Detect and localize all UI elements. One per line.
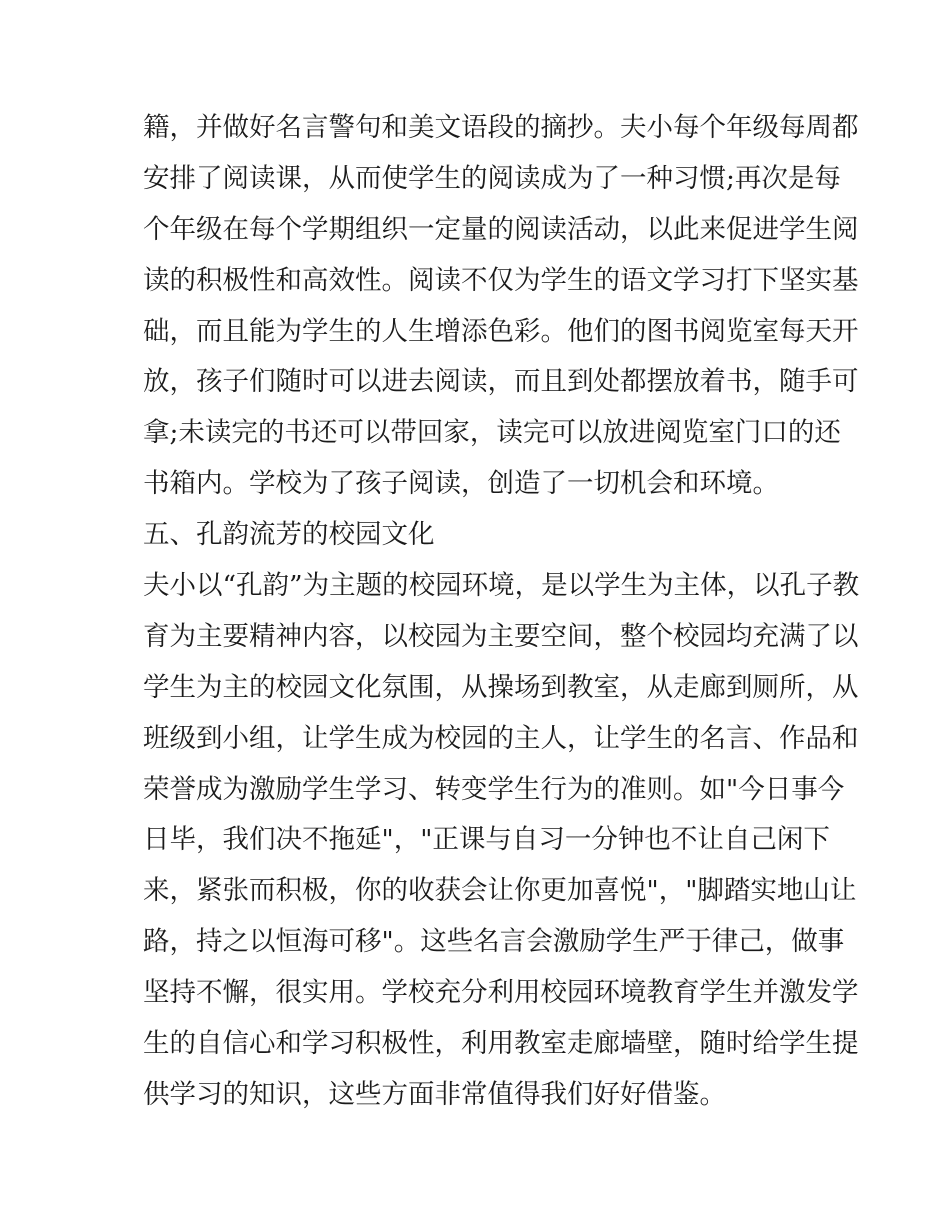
text-line: 放，孩子们随时可以进去阅读，而且到处都摆放着书，随手可 <box>143 366 859 398</box>
text-line: 读的积极性和高效性。阅读不仅为学生的语文学习打下坚实基 <box>143 264 859 296</box>
text-line: 书箱内。学校为了孩子阅读，创造了一切机会和环境。 <box>143 468 779 500</box>
text-line: 安排了阅读课，从而使学生的阅读成为了一种习惯;再次是每 <box>143 162 841 194</box>
text-line: 班级到小组，让学生成为校园的主人，让学生的名言、作品和 <box>143 722 859 754</box>
text-line: 学生为主的校园文化氛围，从操场到教室，从走廊到厕所，从 <box>143 671 859 703</box>
text-line: 籍，并做好名言警句和美文语段的摘抄。夫小每个年级每周都 <box>143 112 859 143</box>
text-line: 供学习的知识，这些方面非常值得我们好好借鉴。 <box>143 1078 726 1110</box>
text-line: 坚持不懈，很实用。学校充分利用校园环境教育学生并激发学 <box>143 977 859 1009</box>
text-line: 路，持之以恒海可移"。这些名言会激励学生严于律己，做事 <box>143 926 845 958</box>
text-line: 荣誉成为激励学生学习、转变学生行为的准则。如"今日事今 <box>143 773 845 805</box>
document-body <box>143 103 860 1121</box>
text-line: 夫小以“孔韵”为主题的校园环境，是以学生为主体，以孔子教 <box>143 570 860 602</box>
text-line: 拿;未读完的书还可以带回家，读完可以放进阅览室门口的还 <box>143 417 841 449</box>
text-line: 个年级在每个学期组织一定量的阅读活动，以此来促进学生阅 <box>143 213 859 245</box>
text-line: 育为主要精神内容，以校园为主要空间，整个校园均充满了以 <box>143 620 859 652</box>
text-line: 础，而且能为学生的人生增添色彩。他们的图书阅览室每天开 <box>143 315 859 347</box>
section-heading: 五、孔韵流芳的校园文化 <box>143 519 435 551</box>
text-line: 来，紧张而积极，你的收获会让你更加喜悦"，"脚踏实地山让 <box>143 875 857 907</box>
text-line: 日毕，我们决不拖延"，"正课与自习一分钟也不让自己闲下 <box>143 824 830 856</box>
text-line: 生的自信心和学习积极性，利用教室走廊墙壁，随时给学生提 <box>143 1028 859 1060</box>
